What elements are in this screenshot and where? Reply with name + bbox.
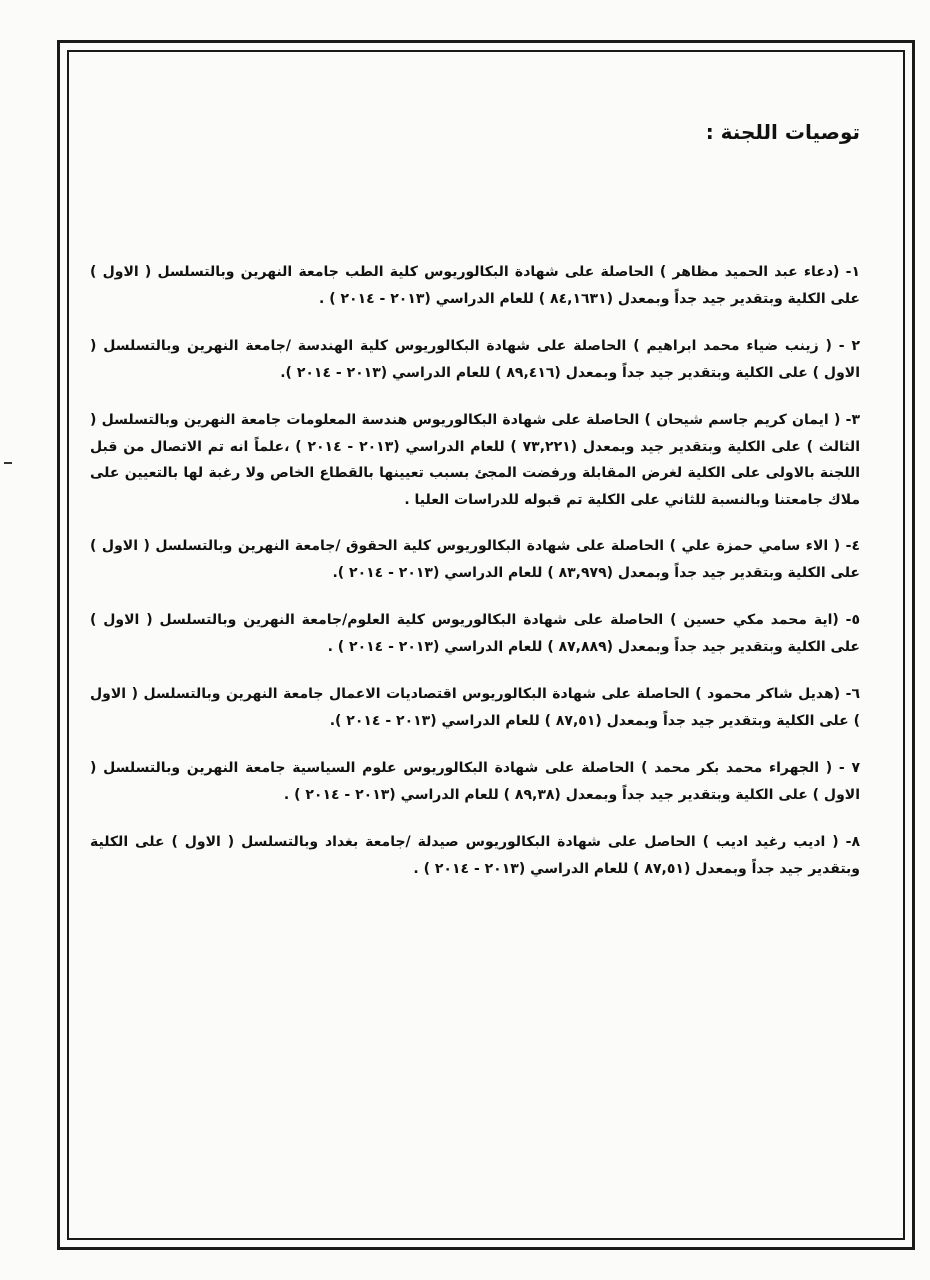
- document-body: [90, 120, 860, 903]
- recommendation-item-2: ٢ - ( زينب ضياء محمد ابراهيم ) الحاصلة على شهادة البكالوريوس كلية الهندسة /جامعة النهرين وبالتسلسل ( الاول ) على الكلية وبتقدير جيد جداً وبمعدل (٨٩,٤١٦ ) للعام الدراسي (٢٠١٣ - ٢٠١٤ ).: [90, 338, 860, 381]
- recommendation-item-1: ١- (دعاء عبد الحميد مظاهر ) الحاصلة على شهادة البكالوريوس كلية الطب جامعة النهرين وبالتسلسل ( الاول ) على الكلية وبتقدير جيد جداً وبمعدل (٨٤,١٦٣١ ) للعام الدراسي (٢٠١٣ - ٢٠١٤ ) .: [90, 264, 860, 307]
- recommendation-item-4: ٤- ( الاء سامي حمزة علي ) الحاصلة على شهادة البكالوريوس كلية الحقوق /جامعة النهرين وبالتسلسل ( الاول ) على الكلية وبتقدير جيد جداً وبمعدل (٨٣,٩٧٩ ) للعام الدراسي (٢٠١٣ - ٢٠١٤ ).: [90, 538, 860, 581]
- committee-recommendations-heading: توصيات اللجنة :: [705, 120, 860, 144]
- recommendation-item-8: ٨- ( اديب رغيد اديب ) الحاصل على شهادة البكالوريوس صيدلة /جامعة بغداد وبالتسلسل ( الاول ) على الكلية وبتقدير جيد جداً وبمعدل (٨٧,٥١ ) للعام الدراسي (٢٠١٣ - ٢٠١٤ ) .: [90, 834, 860, 877]
- recommendation-item-6: ٦- (هديل شاكر محمود ) الحاصلة على شهادة البكالوريوس اقتصاديات الاعمال جامعة النهرين وبالتسلسل ( الاول ) على الكلية وبتقدير جيد جداً وبمعدل (٨٧,٥١ ) للعام الدراسي (٢٠١٣ - ٢٠١٤ ).: [90, 686, 860, 729]
- recommendation-item-3: ٣- ( ايمان كريم جاسم شيحان ) الحاصلة على شهادة البكالوريوس هندسة المعلومات جامعة النهرين وبالتسلسل ( الثالث ) على الكلية وبتقدير جيد وبمعدل (٧٣,٢٢١ ) للعام الدراسي (٢٠١٣ - ٢٠١٤ ) ،علماً انه تم الاتصال من قبل اللجنة بالاولى على الكلية لغرض المقابلة ورفضت المجئ بسبب تعيينها بالقطاع الخاص ولا رغبة لها بالتعيين على ملاك جامعتنا وبالنسبة للثاني على الكلية تم قبوله للدراسات العليا .: [90, 412, 860, 508]
- recommendation-item-7: ٧ - ( الجهراء محمد بكر محمد ) الحاصلة على شهادة البكالوريوس علوم السياسية جامعة النهرين وبالتسلسل ( الاول ) على الكلية وبتقدير جيد جداً وبمعدل (٨٩,٣٨ ) للعام الدراسي (٢٠١٣ - ٢٠١٤ ) .: [90, 760, 860, 803]
- margin-mark: [4, 462, 12, 464]
- recommendation-item-5: ٥- (اية محمد مكي حسين ) الحاصلة على شهادة البكالوريوس كلية العلوم/جامعة النهرين وبالتسلسل ( الاول ) على الكلية وبتقدير جيد جداً وبمعدل (٨٧,٨٨٩ ) للعام الدراسي (٢٠١٣ - ٢٠١٤ ) .: [90, 612, 860, 655]
